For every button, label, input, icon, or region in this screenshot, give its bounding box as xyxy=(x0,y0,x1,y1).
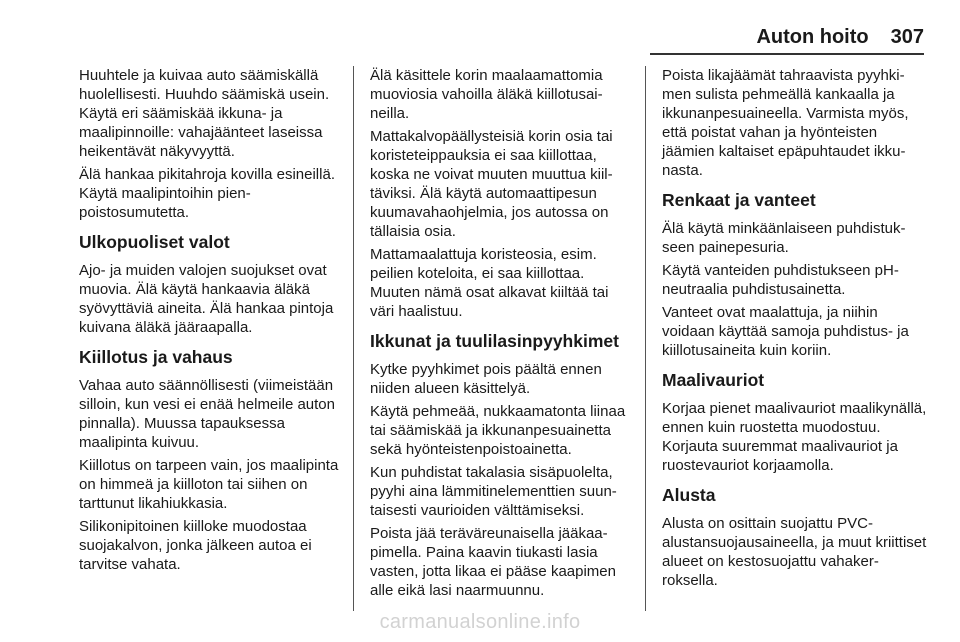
paragraph: Käytä pehmeää, nukkaamatonta liinaa tai säämiskää ja ikkunanpesuainetta sekä hyönteistenpoistoainetta. xyxy=(370,403,626,458)
paragraph: Käytä vanteiden puhdistukseen pH-neutraalia puhdistusainetta. xyxy=(662,262,899,298)
paragraph: Huuhtele ja kuivaa auto säämiskällä huolellisesti. Huuhdo säämiskä usein. Käytä eri säämiskää ikkuna- ja maalipinnoille: vahajäänteet laseissa heikentävät näkyvyyttä. xyxy=(79,67,330,160)
paragraph: Mattakalvopäällysteisiä korin osia tai koristeteippauksia ei saa kiillottaa, koska ne voivat muuten muuttua kiiltäviksi. Älä käytä automaattipesun kuumavahaohjelmia, jos autossa on tällaisia osia. xyxy=(370,128,613,240)
section-title: Auton hoito xyxy=(756,26,869,48)
section-heading: Alusta xyxy=(662,485,716,505)
paragraph: Älä hankaa pikitahroja kovilla esineillä. Käytä maalipintoihin pienpoistosumutetta. xyxy=(79,166,335,221)
section-heading: Kiillotus ja vahaus xyxy=(79,347,233,367)
page-header xyxy=(650,26,924,52)
page-number: 307 xyxy=(890,26,924,48)
paragraph: Alusta on osittain suojattu PVC-alustansuojausaineella, ja muut kriittiset alueet on kestosuojattu vahakerroksella. xyxy=(662,515,927,589)
paragraph: Kun puhdistat takalasia sisäpuolelta, pyyhi aina lämmitinelementtien suuntaisesti vaurioiden välttämiseksi. xyxy=(370,464,617,519)
section-heading: Renkaat ja vanteet xyxy=(662,190,816,210)
paragraph: Vahaa auto säännöllisesti (viimeistään silloin, kun vesi ei enää helmeile auton pinnalla). Muussa tapauksessa maalipinta kuivuu. xyxy=(79,377,335,451)
paragraph: Älä käsittele korin maalaamattomia muoviosia vahoilla äläkä kiillotusaineilla. xyxy=(370,67,603,122)
paragraph: Ajo- ja muiden valojen suojukset ovat muovia. Älä käytä hankaavia äläkä syövyttäviä aineita. Älä hankaa pintoja kuivana äläkä jääraapalla. xyxy=(79,262,334,336)
column-3 xyxy=(662,66,928,594)
paragraph: Älä käytä minkäänlaiseen puhdistukseen painepesuria. xyxy=(662,220,906,256)
paragraph: Poista jää teräväreunaisella jääkaapimella. Paina kaavin tiukasti lasia vasten, jotta likaa ei pääse kaapimen alle eikä lasi naarmuunnu. xyxy=(370,525,616,599)
header-rule xyxy=(650,53,924,55)
column-divider-1 xyxy=(353,66,354,611)
paragraph: Silikonipitoinen kiilloke muodostaa suojakalvon, jonka jälkeen autoa ei tarvitse vahata. xyxy=(79,518,312,573)
paragraph: Korjaa pienet maalivauriot maalikynällä, ennen kuin ruostetta muodostuu. Korjauta suuremmat maalivauriot ja ruostevauriot korjaamolla. xyxy=(662,400,927,474)
paragraph: Vanteet ovat maalattuja, ja niihin voidaan käyttää samoja puhdistus- ja kiillotusaineita kuin koriin. xyxy=(662,304,909,359)
column-2 xyxy=(370,66,635,604)
watermark: carmanualsonline.info xyxy=(379,611,581,633)
column-1 xyxy=(79,66,345,578)
paragraph: Kytke pyyhkimet pois päältä ennen niiden alueen käsittelyä. xyxy=(370,361,602,397)
section-heading: Maalivauriot xyxy=(662,370,765,390)
section-heading: Ikkunat ja tuulilasinpyyhkimet xyxy=(370,331,619,351)
paragraph: Poista likajäämät tahraavista pyyhkimen sulista pehmeällä kankaalla ja ikkunanpesuaineella. Varmista myös, että poistat vahan ja hyönteisten jäämien kaltaiset epäpuhtaudet ikkunasta. xyxy=(662,67,909,179)
paragraph: Kiillotus on tarpeen vain, jos maalipinta on himmeä ja kiilloton tai siihen on tarttunut likahiukkasia. xyxy=(79,457,339,512)
column-divider-2 xyxy=(645,66,646,611)
paragraph: Mattamaalattuja koristeosia, esim. peilien koteloita, ei saa kiillottaa. Muuten nämä osat alkavat kiiltää tai väri haalistuu. xyxy=(370,246,609,320)
section-heading: Ulkopuoliset valot xyxy=(79,232,230,252)
